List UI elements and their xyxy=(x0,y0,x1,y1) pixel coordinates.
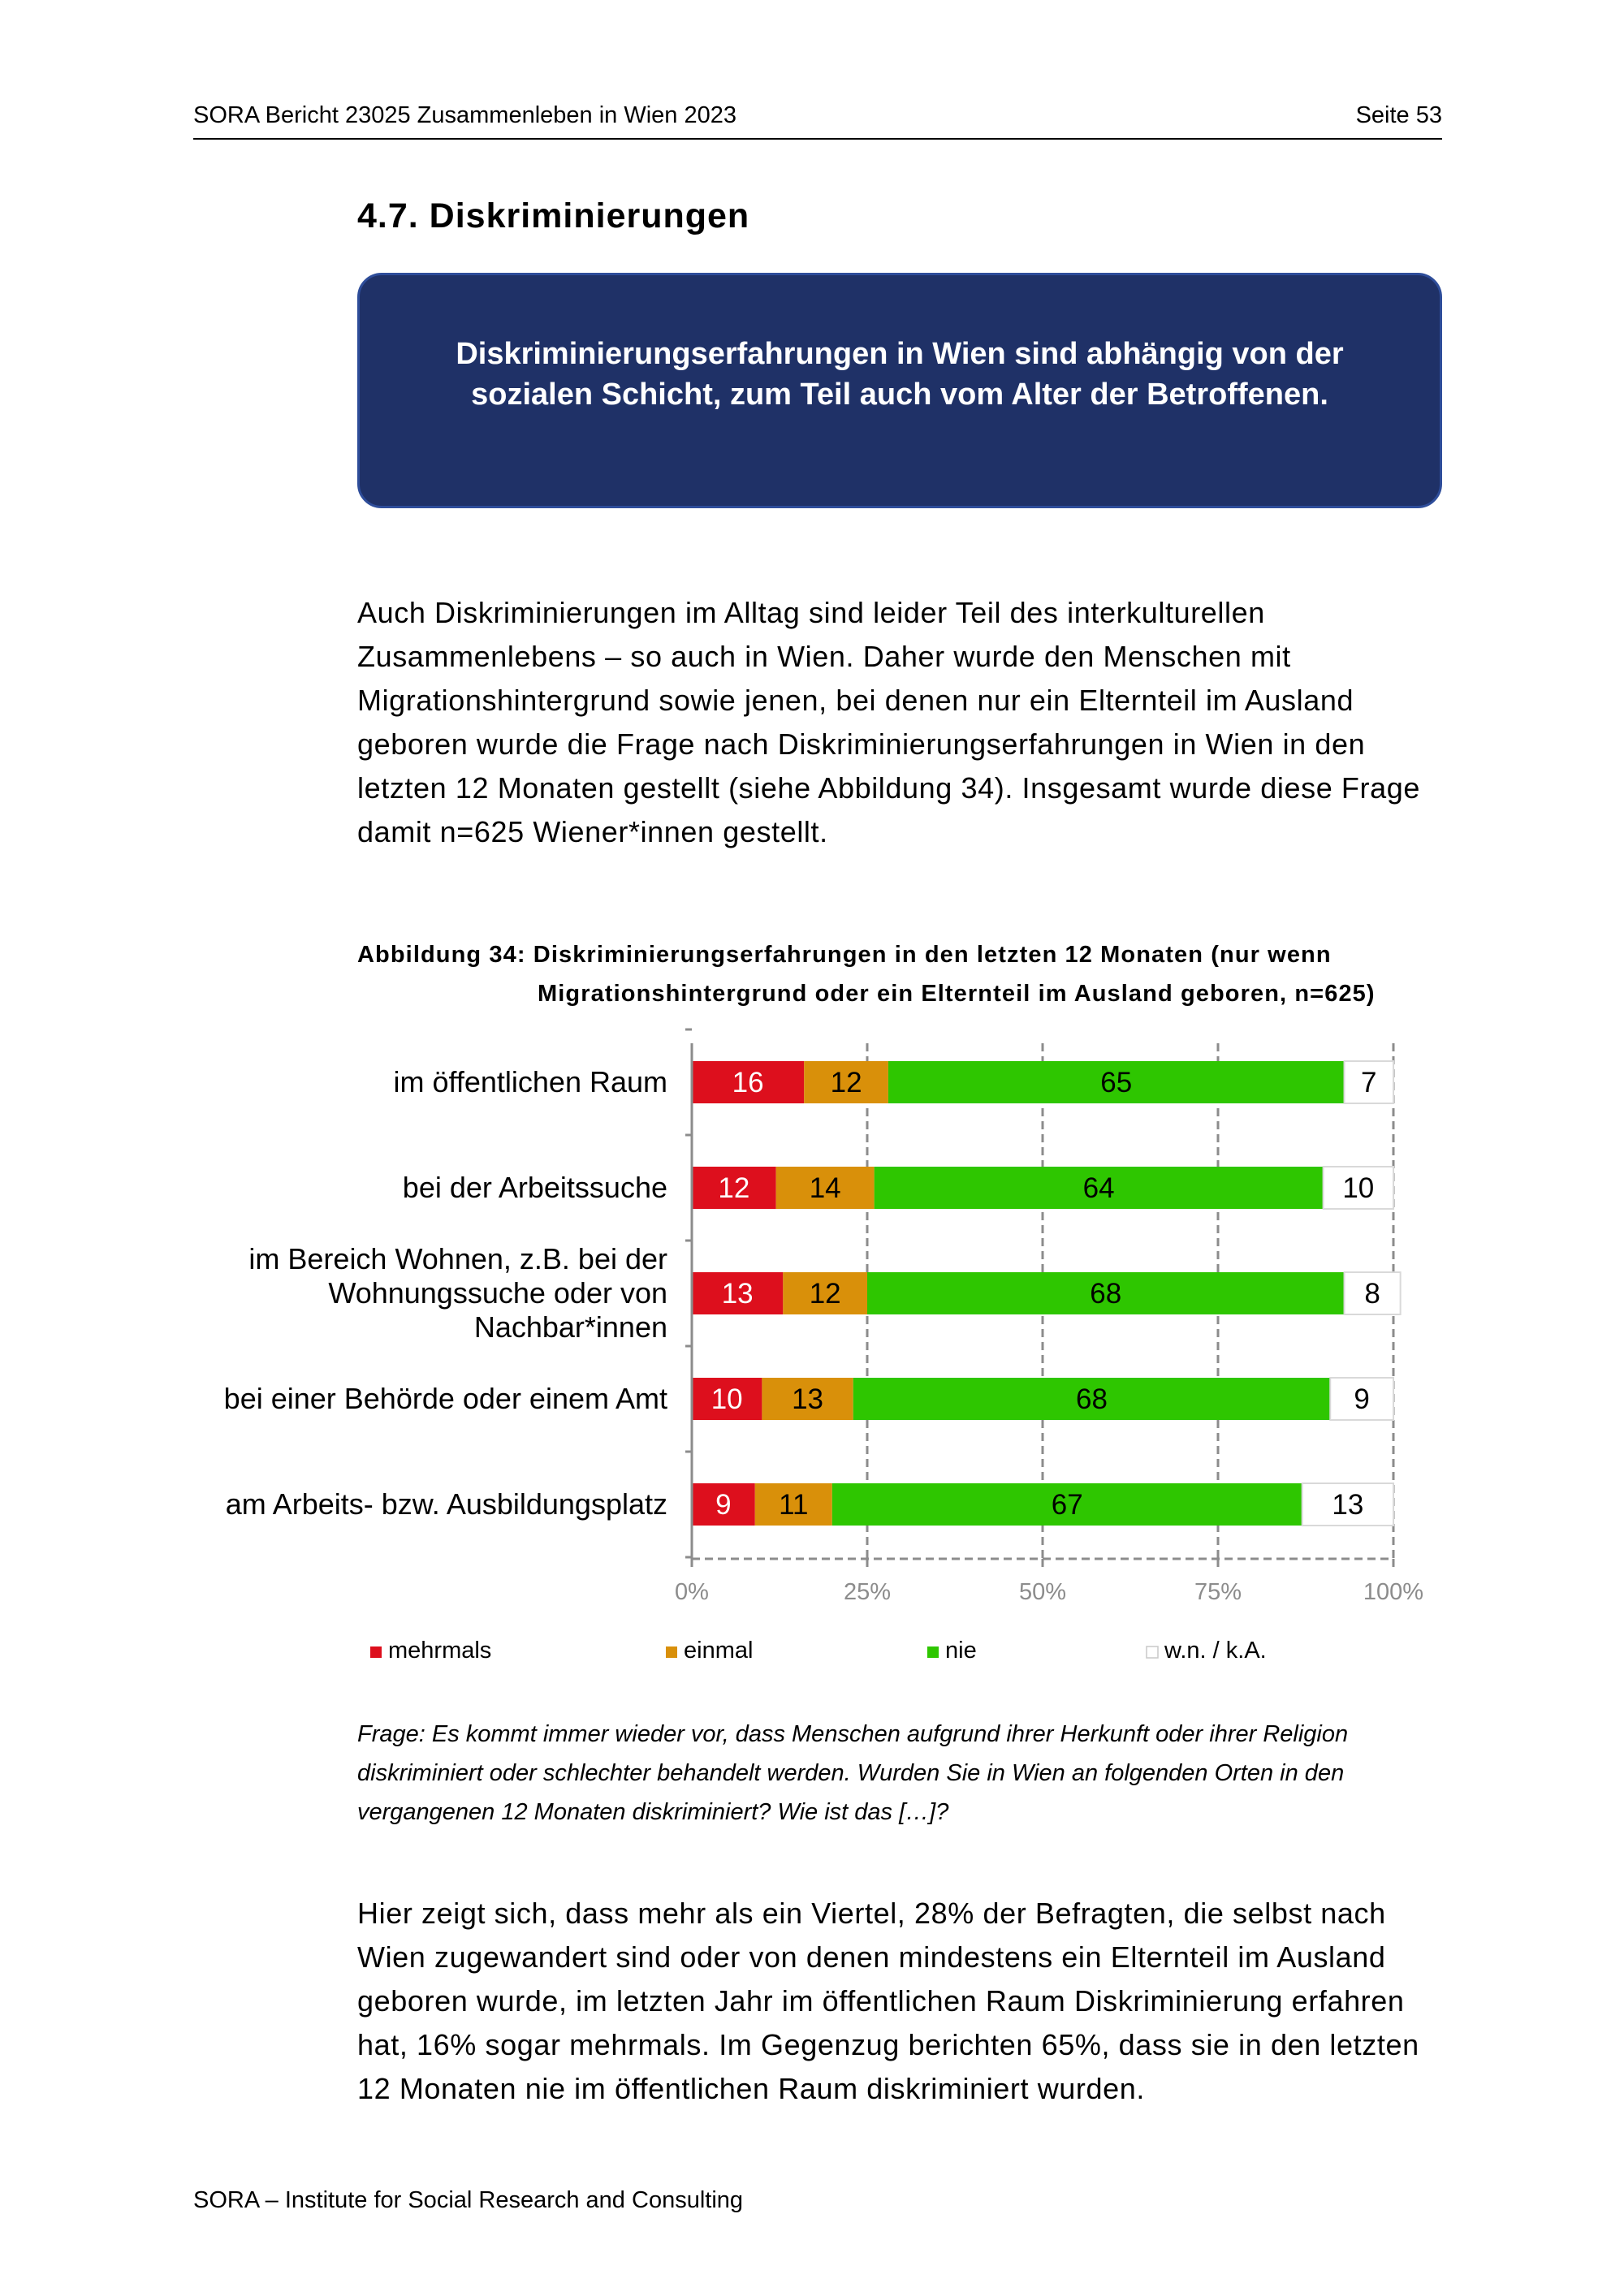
category-label: bei der Arbeitssuche xyxy=(402,1171,667,1204)
bar-value-label: 13 xyxy=(1332,1489,1364,1521)
x-tick-label: 25% xyxy=(843,1579,892,1605)
bar-value-label: 12 xyxy=(830,1067,862,1098)
legend-label: einmal xyxy=(684,1638,754,1664)
figure-caption-line2: Migrationshintergrund oder ein Elternteil im Ausland geboren, n=625) xyxy=(538,981,1376,1007)
survey-question-note: Frage: Es kommt immer wieder vor, dass Menschen aufgrund ihrer Herkunft oder ihrer Religion diskriminiert oder schlechter behandelt werden. Wurden Sie in Wien an folgenden Orten in den vergangenen 12 Monaten diskriminiert? Wie ist das […]? xyxy=(357,1721,1349,1825)
key-message-text: Diskriminierungserfahrungen in Wien sind abhängig von der sozialen Schicht, zum Teil auch vom Alter der Betroffenen. xyxy=(456,337,1344,412)
legend-swatch xyxy=(927,1646,939,1658)
bar-value-label: 65 xyxy=(1100,1067,1133,1098)
bar-value-label: 67 xyxy=(1051,1489,1083,1521)
bar-value-label: 12 xyxy=(718,1172,750,1204)
chart-legend xyxy=(370,1638,1267,1664)
stacked-bar-chart xyxy=(0,1007,1624,1689)
bar-value-label: 9 xyxy=(1354,1383,1370,1415)
section-title: 4.7. Diskriminierungen xyxy=(357,196,750,235)
legend-swatch xyxy=(666,1646,677,1658)
intro-paragraph: Auch Diskriminierungen im Alltag sind leider Teil des interkulturellen Zusammenlebens – so auch in Wien. Daher wurde den Menschen mit Migrationshintergrund sowie jenen, bei denen nur ein Elternteil im Ausland geboren wurde die Frage nach Diskriminierungserfahrungen in Wien in den letzten 12 Monaten gestellt (siehe Abbildung 34). Insgesamt wurde diese Frage damit n=625 Wiener*innen gestellt. xyxy=(357,596,1420,848)
bar-value-label: 11 xyxy=(779,1489,809,1521)
bar-value-label: 10 xyxy=(710,1383,743,1415)
bar-value-label: 14 xyxy=(809,1172,841,1204)
x-tick-label: 0% xyxy=(675,1579,709,1605)
header-page-number: Seite 53 xyxy=(1355,102,1442,128)
x-tick-label: 75% xyxy=(1194,1579,1242,1605)
bar-value-label: 13 xyxy=(721,1278,754,1310)
category-label: im Bereich Wohnen, z.B. bei der xyxy=(248,1242,667,1275)
category-label: im öffentlichen Raum xyxy=(393,1065,667,1098)
bar-value-label: 9 xyxy=(715,1489,732,1521)
legend-label: nie xyxy=(945,1638,977,1664)
bar-value-label: 7 xyxy=(1361,1067,1377,1098)
bar-value-label: 12 xyxy=(809,1278,841,1310)
footer-institute: SORA – Institute for Social Research and Consulting xyxy=(193,2187,744,2213)
chart-bars xyxy=(692,1061,1401,1526)
header-report-title: SORA Bericht 23025 Zusammenleben in Wien 2023 xyxy=(193,102,736,128)
figure-caption-line1: Abbildung 34: Diskriminierungserfahrungen in den letzten 12 Monaten (nur wenn xyxy=(357,942,1332,968)
bar-value-label: 68 xyxy=(1076,1383,1108,1415)
legend-label: mehrmals xyxy=(388,1638,492,1664)
result-paragraph: Hier zeigt sich, dass mehr als ein Viertel, 28% der Befragten, die selbst nach Wien zugewandert sind oder von denen mindestens ein Elternteil im Ausland geboren wurde, im letzten Jahr im öffentlichen Raum Diskriminierung erfahren hat, 16% sogar mehrmals. Im Gegenzug berichten 65%, dass sie in den letzten 12 Monaten nie im öffentlichen Raum diskriminiert wurden. xyxy=(357,1897,1419,2105)
category-label: Nachbar*innen xyxy=(473,1310,667,1344)
category-label: Wohnungssuche oder von xyxy=(328,1276,667,1310)
header-divider xyxy=(193,138,1442,140)
x-tick-label: 50% xyxy=(1018,1579,1067,1605)
figure-caption xyxy=(357,935,1429,1013)
bar-value-label: 10 xyxy=(1342,1172,1375,1204)
bar-value-label: 64 xyxy=(1082,1172,1115,1204)
legend-swatch xyxy=(370,1646,382,1658)
bar-value-label: 8 xyxy=(1364,1278,1380,1310)
legend-label: w.n. / k.A. xyxy=(1164,1638,1267,1664)
category-label: am Arbeits- bzw. Ausbildungsplatz xyxy=(225,1487,667,1521)
chart-category-labels xyxy=(224,1065,667,1521)
bar-value-label: 13 xyxy=(792,1383,824,1415)
legend-swatch xyxy=(1147,1646,1158,1658)
category-label: bei einer Behörde oder einem Amt xyxy=(223,1382,667,1415)
x-tick-label: 100% xyxy=(1363,1579,1424,1605)
key-message-box xyxy=(357,273,1442,508)
bar-value-label: 68 xyxy=(1090,1278,1122,1310)
bar-value-label: 16 xyxy=(732,1067,764,1098)
